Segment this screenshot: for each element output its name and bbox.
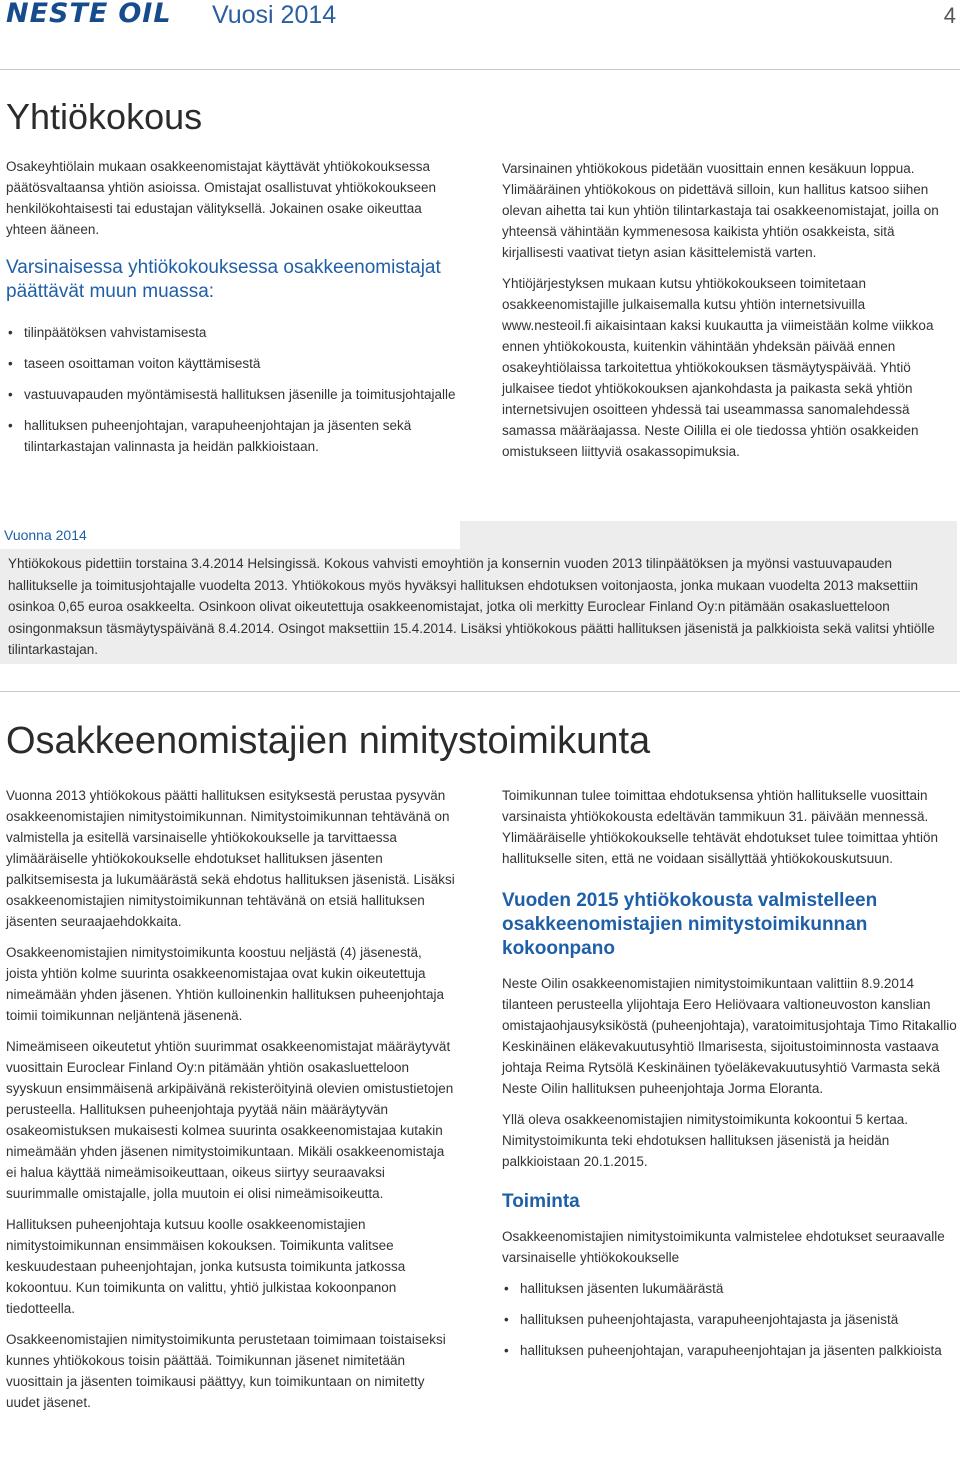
section2-left-paragraph: Hallituksen puheenjohtaja kutsuu koolle osakkeenomistajien nimitystoimikunnan ensimmäisen kokouksen. Toimikunta valitsee keskuudestaan puheenjohtajan, jonka kutsusta toimikunta jatkossa kokoontuu. Kun toimikunta on valittu, yhtiö julkistaa kokoonpanon tiedotteella.: [6, 1217, 406, 1316]
page-number: 4: [943, 3, 956, 28]
section-divider: [0, 691, 960, 692]
section2-right-paragraph: Osakkeenomistajien nimitystoimikunta valmistelee ehdotukset seuraavalle varsinaiselle yhtiökokoukselle: [502, 1229, 945, 1265]
info-box-2014: [0, 521, 957, 664]
section2-left-column: [6, 785, 456, 1423]
logo-neste-word: NESTE: [6, 0, 109, 29]
section1-right-column: [502, 158, 954, 472]
year-label: Vuosi 2014: [212, 1, 337, 29]
section1-subheading: Varsinaisessa yhtiökokouksessa osakkeenomistajat päättävät muun muassa:: [6, 257, 441, 302]
section1-bullet-list: [6, 322, 456, 457]
section2-right-paragraph: Yllä oleva osakkeenomistajien nimitystoimikunta kokoontui 5 kertaa. Nimitystoimikunta teki ehdotuksen hallituksen jäsenistä ja heidän palkkioistaan 20.1.2015.: [502, 1112, 908, 1169]
info-box-text: Yhtiökokous pidettiin torstaina 3.4.2014 Helsingissä. Kokous vahvisti emoyhtiön ja konsernin vuoden 2013 tilinpäätöksen ja myönsi vastuuvapauden hallitukselle ja toimitusjohtajalle vuodelta 2013. Yhtiökokous myös hyväksyi hallituksen ehdotuksen voitonjaosta, jonka mukaan vuodelta 2013 maksettiin osinkoa 0,65 euroa osakkeelta. Osinkoon olivat oikeutettuja osakkeenomistajat, jotka oli merkitty Euroclear Finland Oy:n pitämään osakasluetteloon osingonmaksun täsmäytyspäivänä 8.4.2014. Osingot maksettiin 15.4.2014. Lisäksi yhtiökokous päätti hallituksen jäsenistä ja palkkioista sekä valitsi yhtiölle tilintarkastajan.: [8, 556, 935, 657]
list-item: • taseen osoittaman voiton käyttämisestä: [6, 353, 456, 374]
list-item: • tilinpäätöksen vahvistamisesta: [6, 322, 456, 343]
list-item: • vastuuvapauden myöntämisestä hallituksen jäsenille ja toimitusjohtajalle: [6, 384, 456, 405]
section2-right-paragraph: Toimikunnan tulee toimittaa ehdotuksensa yhtiön hallitukselle vuosittain varsinaista yhtiökokousta edeltävän tammikuun 31. päivään mennessä. Ylimääräiselle yhtiökokoukselle tehtävät ehdotukset tulee toimittaa yhtiön hallitukselle siten, että ne voidaan sisällyttää yhtiökokouskutsuun.: [502, 788, 938, 866]
section2-subheading-toiminta: Toiminta: [502, 1191, 580, 1212]
section1-right-paragraph: Yhtiöjärjestyksen mukaan kutsu yhtiökokoukseen toimitetaan osakkeenomistajille julkaisemalla kutsu yhtiön internetsivuilla www.nesteoil.fi aikaisintaan kaksi kuukautta ja viimeistään kolme viikkoa ennen yhtiökokousta, kuitenkin vähintään yhdeksän päivää ennen osakeyhtiölaissa tarkoitettua yhtiökokouksen täsmäytyspäivää. Yhtiö julkaisee tiedot yhtiökokouksen ajankohdasta ja paikasta sekä yhtiön internetsivujen osoitteen yhdessä tai useammassa sanomalehdessä samassa määräajassa. Neste Oililla ei ole tiedossa yhtiön osakkeiden omistukseen liittyviä osakassopimuksia.: [502, 276, 934, 459]
section2-left-paragraph: Vuonna 2013 yhtiökokous päätti hallituksen esityksestä perustaa pysyvän osakkeenomistajien nimitystoimikunnan. Nimitystoimikunnan tehtävänä on valmistella ja esitellä varsinaiselle yhtiökokoukselle ja tarvittaessa ylimääräiselle yhtiökokoukselle ehdotukset hallituksen jäsenten palkitsemisesta ja lukumäärästä sekä ehdotus hallituksen jäsenistä. Lisäksi osakkeenomistajien nimitystoimikunnan tehtävänä on etsiä hallituksen jäsenten seuraajaehdokkaita.: [6, 788, 455, 929]
section2-right-column: [502, 785, 957, 1371]
list-item: • hallituksen puheenjohtajan, varapuheenjohtajan ja jäsenten palkkioista: [502, 1340, 957, 1361]
section2-right-paragraph: Neste Oilin osakkeenomistajien nimitystoimikuntaan valittiin 8.9.2014 tilanteen perusteella ylijohtaja Eero Heliövaara valtioneuvoston kanslian omistajaohjausyksiköstä (puheenjohtaja), varatoimitusjohtaja Timo Ritakallio Keskinäinen eläkevakuutusyhtiö Ilmarisesta, sijoitustoiminnosta vastaava johtaja Reima Rytsölä Keskinäinen työeläkevakuutusyhtiö Varmasta sekä Neste Oilin hallituksen puheenjohtaja Jorma Eloranta.: [502, 976, 957, 1096]
header-divider: [0, 69, 960, 70]
section2-left-paragraph: Nimeämiseen oikeutetut yhtiön suurimmat osakkeenomistajat määräytyvät vuosittain Euroclear Finland Oy:n pitämään yhtiön osakasluetteloon syyskuun ensimmäisenä arkipäivänä rekisteröityinä olevien omistustietojen perusteella. Hallituksen puheenjohtaja pyytää näin määräytyvän osakeomistuksen mukaisesti kolmea suurinta osakkeenomistajaa kutakin nimeämään yhden jäsenen nimitystoimikuntaan. Mikäli osakkeenomistaja ei halua käyttää nimeämisoikeuttaan, oikeus siirtyy seuraavaksi suurimmalle omistajalle, jolla muutoin ei olisi nimeämisoikeutta.: [6, 1039, 454, 1201]
list-item: • hallituksen puheenjohtajasta, varapuheenjohtajasta ja jäsenistä: [502, 1309, 957, 1330]
logo-oil-word: OIL: [118, 0, 172, 29]
section1-intro: Osakeyhtiölain mukaan osakkeenomistajat käyttävät yhtiökokouksessa päätösvaltaansa yhtiön asioissa. Omistajat osallistuvat yhtiökokoukseen henkilökohtaisesti tai edustajan välityksellä. Jokainen osake oikeuttaa yhteen ääneen.: [6, 159, 436, 237]
neste-oil-logo: [6, 0, 172, 28]
section-title-nimitystoimikunta: Osakkeenomistajien nimitystoimikunta: [6, 720, 651, 762]
list-item: • hallituksen puheenjohtajan, varapuheenjohtajan ja jäsenten sekä tilintarkastajan valinnasta ja heidän palkkioistaan.: [6, 415, 456, 457]
page-header: [0, 0, 960, 70]
section1-right-paragraph: Varsinainen yhtiökokous pidetään vuosittain ennen kesäkuun loppua. Ylimääräinen yhtiökokous on pidettävä silloin, kun hallitus katsoo siihen olevan aihetta tai kun yhtiön tilintarkastaja tai osakkeenomistajat, joilla on yhteensä vähintään kymmenesosa kaikista yhtiön osakkeista, sitä kirjallisesti vaativat tietyn asian käsittelemistä varten.: [502, 161, 939, 260]
list-item: • hallituksen jäsenten lukumäärästä: [502, 1278, 957, 1299]
section2-subheading-composition: Vuoden 2015 yhtiökokousta valmistelleen osakkeenomistajien nimitystoimikunnan kokoonpano: [502, 890, 878, 959]
section1-left-column: [6, 156, 456, 467]
section2-left-paragraph: Osakkeenomistajien nimitystoimikunta perustetaan toimimaan toistaiseksi kunnes yhtiökokous toisin päättää. Toimikunnan jäsenet nimitetään vuosittain ja jäsenten toimikausi päättyy, kun toimikuntaan on nimitetty uudet jäsenet.: [6, 1332, 446, 1410]
section2-left-paragraph: Osakkeenomistajien nimitystoimikunta koostuu neljästä (4) jäsenestä, joista yhtiön kolme suurinta osakkeenomistajaa ovat kukin oikeutettuja nimeämään yhden jäsenen. Yhtiön kulloinenkin hallituksen puheenjohtaja toimii toimikunnan neljäntenä jäsenenä.: [6, 945, 445, 1023]
section-title-yhtiokokous: Yhtiökokous: [6, 96, 203, 137]
info-box-title: Vuonna 2014: [0, 521, 460, 549]
section2-bullet-list: [502, 1278, 957, 1361]
